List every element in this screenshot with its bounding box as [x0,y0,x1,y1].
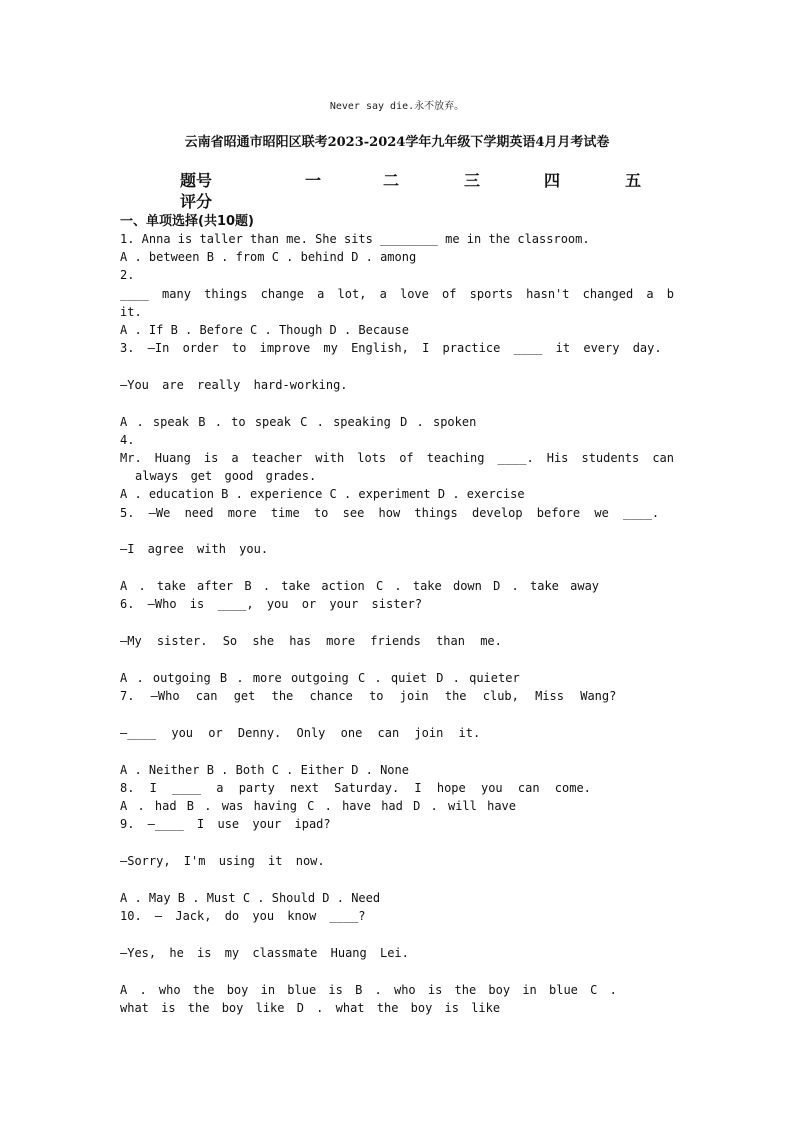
score-table-header [180,168,660,190]
question-8-stem: 8. I ____ a party next Saturday. I hope you can come. [120,781,591,795]
question-4-options: A . education B . experience C . experiment D . exercise [120,487,525,501]
question-7-stem: 7. —Who can get the chance to join the club, Miss Wang? [120,689,617,703]
section-title: 一、单项选择(共10题) [120,214,254,229]
question-10-reply: —Yes, he is my classmate Huang Lei. [120,946,409,960]
question-6-options: A . outgoing B . more outgoing C . quiet D . quieter [120,671,520,685]
score-header-part-3: 三 [464,171,481,190]
score-header-part-4: 四 [544,171,561,190]
question-9-stem: 9. —____ I use your ipad? [120,817,331,831]
question-5-stem: 5. —We need more time to see how things develop before we ____. [120,506,660,520]
question-2-options: A . If B . Before C . Though D . Because [120,323,409,337]
question-1-options: A . between B . from C . behind D . among [120,250,417,264]
question-2-number: 2. [120,268,135,282]
question-6-stem: 6. —Who is ____, you or your sister? [120,597,423,611]
question-7-reply: —____ you or Denny. Only one can join it. [120,726,481,740]
score-row-label: 评分 [180,192,213,211]
question-4-stem: Mr. Huang is a teacher with lots of teaching ____. His students can [120,451,674,465]
question-2-stem: ____ many things change a lot, a love of sports hasn't changed a b [120,287,674,301]
question-10-stem: 10. — Jack, do you know ____? [120,909,366,923]
score-header-part-2: 二 [383,171,400,190]
question-3-stem: 3. —In order to improve my English, I practice ____ it every day. [120,341,662,355]
score-header-part-1: 一 [305,171,322,190]
exam-title: 云南省昭通市昭阳区联考2023-2024学年九年级下学期英语4月月考试卷 [184,135,610,150]
question-2-stem-cont: it. [120,305,142,319]
question-9-reply: —Sorry, I'm using it now. [120,854,325,868]
question-10-options: A . who the boy in blue is B . who is the boy in blue C . [120,983,617,997]
question-3-options: A . speak B . to speak C . speaking D . spoken [120,415,477,429]
question-3-reply: —You are really hard-working. [120,378,348,392]
score-header-part-5: 五 [625,171,642,190]
question-4-number: 4. [120,433,135,447]
score-header-label: 题号 [180,171,213,190]
question-8-options: A . had B . was having C . have had D . will have [120,799,517,813]
question-4-stem-cont: always get good grades. [135,469,317,483]
question-1-stem: 1. Anna is taller than me. She sits ________ me in the classroom. [120,232,590,246]
question-5-reply: —I agree with you. [120,542,269,556]
question-9-options: A . May B . Must C . Should D . Need [120,891,381,905]
question-5-options: A . take after B . take action C . take down D . take away [120,579,600,593]
question-7-options: A . Neither B . Both C . Either D . None [120,763,409,777]
question-10-options-cont: what is the boy like D . what the boy is like [120,1001,501,1015]
question-6-reply: —My sister. So she has more friends than me. [120,634,502,648]
motto-header: Never say die.永不放弃。 [329,101,465,112]
